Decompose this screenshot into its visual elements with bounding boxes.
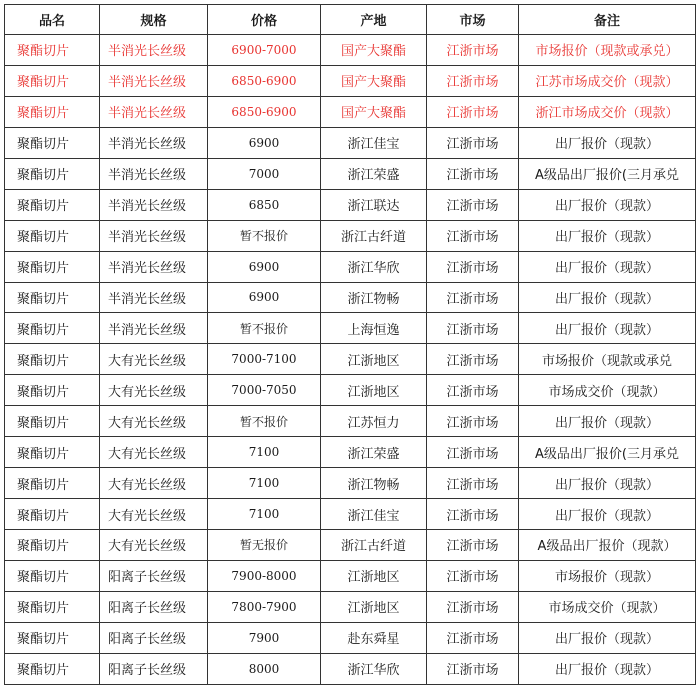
header-origin: 产地 bbox=[321, 5, 427, 35]
cell-price: 7100 bbox=[208, 437, 321, 468]
cell-note: 出厂报价（现款） bbox=[519, 313, 696, 344]
cell-price: 7100 bbox=[208, 468, 321, 499]
cell-name: 聚酯切片 bbox=[5, 282, 100, 313]
cell-spec: 大有光长丝级 bbox=[100, 468, 208, 499]
table-row bbox=[5, 158, 696, 189]
table-row bbox=[5, 65, 696, 96]
cell-origin: 浙江古纤道 bbox=[321, 530, 427, 561]
cell-note: 出厂报价（现款） bbox=[519, 127, 696, 158]
cell-note: 市场成交价（现款） bbox=[519, 375, 696, 406]
cell-name: 聚酯切片 bbox=[5, 127, 100, 158]
cell-origin: 浙江物畅 bbox=[321, 282, 427, 313]
cell-note: A级品出厂报价（现款） bbox=[519, 530, 696, 561]
cell-note: 出厂报价（现款） bbox=[519, 189, 696, 220]
header-spec: 规格 bbox=[100, 5, 208, 35]
cell-origin: 浙江物畅 bbox=[321, 468, 427, 499]
header-name: 品名 bbox=[5, 5, 100, 35]
cell-price: 6850-6900 bbox=[208, 65, 321, 96]
header-note: 备注 bbox=[519, 5, 696, 35]
cell-market: 江浙市场 bbox=[427, 313, 519, 344]
cell-origin: 上海恒逸 bbox=[321, 313, 427, 344]
table-row bbox=[5, 375, 696, 406]
cell-origin: 浙江荣盛 bbox=[321, 158, 427, 189]
table-row bbox=[5, 282, 696, 313]
cell-note: 市场成交价（现款） bbox=[519, 591, 696, 622]
cell-origin: 浙江古纤道 bbox=[321, 220, 427, 251]
cell-name: 聚酯切片 bbox=[5, 653, 100, 684]
table-row bbox=[5, 220, 696, 251]
table-row bbox=[5, 313, 696, 344]
cell-note: 出厂报价（现款） bbox=[519, 220, 696, 251]
cell-origin: 浙江联达 bbox=[321, 189, 427, 220]
cell-note: A级品出厂报价(三月承兑 bbox=[519, 158, 696, 189]
cell-spec: 半消光长丝级 bbox=[100, 251, 208, 282]
cell-price: 6900 bbox=[208, 282, 321, 313]
cell-market: 江浙市场 bbox=[427, 158, 519, 189]
cell-spec: 半消光长丝级 bbox=[100, 313, 208, 344]
cell-market: 江浙市场 bbox=[427, 282, 519, 313]
cell-price: 暂不报价 bbox=[208, 220, 321, 251]
table-row bbox=[5, 406, 696, 437]
cell-name: 聚酯切片 bbox=[5, 35, 100, 66]
cell-market: 江浙市场 bbox=[427, 35, 519, 66]
cell-origin: 浙江华欣 bbox=[321, 653, 427, 684]
cell-spec: 阳离子长丝级 bbox=[100, 591, 208, 622]
cell-name: 聚酯切片 bbox=[5, 622, 100, 653]
cell-price: 6900 bbox=[208, 251, 321, 282]
table-row bbox=[5, 560, 696, 591]
cell-price: 7100 bbox=[208, 499, 321, 530]
cell-spec: 阳离子长丝级 bbox=[100, 622, 208, 653]
cell-origin: 江浙地区 bbox=[321, 560, 427, 591]
cell-origin: 江浙地区 bbox=[321, 344, 427, 375]
table-row bbox=[5, 344, 696, 375]
table-row bbox=[5, 96, 696, 127]
cell-spec: 半消光长丝级 bbox=[100, 127, 208, 158]
cell-price: 7000 bbox=[208, 158, 321, 189]
price-table bbox=[4, 4, 696, 685]
cell-origin: 国产大聚酯 bbox=[321, 96, 427, 127]
cell-spec: 半消光长丝级 bbox=[100, 158, 208, 189]
cell-name: 聚酯切片 bbox=[5, 591, 100, 622]
cell-note: 出厂报价（现款） bbox=[519, 251, 696, 282]
cell-spec: 大有光长丝级 bbox=[100, 406, 208, 437]
cell-note: 出厂报价（现款） bbox=[519, 499, 696, 530]
cell-origin: 江浙地区 bbox=[321, 591, 427, 622]
cell-market: 江浙市场 bbox=[427, 560, 519, 591]
cell-price: 6900 bbox=[208, 127, 321, 158]
cell-spec: 半消光长丝级 bbox=[100, 220, 208, 251]
table-row bbox=[5, 468, 696, 499]
cell-price: 7900 bbox=[208, 622, 321, 653]
table-body bbox=[5, 35, 696, 685]
cell-note: 市场报价（现款或承兑） bbox=[519, 35, 696, 66]
cell-spec: 阳离子长丝级 bbox=[100, 560, 208, 591]
table-header bbox=[5, 5, 696, 35]
cell-spec: 半消光长丝级 bbox=[100, 65, 208, 96]
table-row bbox=[5, 499, 696, 530]
cell-name: 聚酯切片 bbox=[5, 189, 100, 220]
table-row bbox=[5, 591, 696, 622]
cell-origin: 浙江佳宝 bbox=[321, 127, 427, 158]
cell-name: 聚酯切片 bbox=[5, 406, 100, 437]
cell-spec: 大有光长丝级 bbox=[100, 530, 208, 561]
cell-price: 7900-8000 bbox=[208, 560, 321, 591]
cell-spec: 半消光长丝级 bbox=[100, 35, 208, 66]
cell-spec: 半消光长丝级 bbox=[100, 282, 208, 313]
cell-note: 市场报价（现款或承兑 bbox=[519, 344, 696, 375]
cell-price: 7000-7100 bbox=[208, 344, 321, 375]
cell-name: 聚酯切片 bbox=[5, 158, 100, 189]
cell-price: 暂不报价 bbox=[208, 313, 321, 344]
cell-name: 聚酯切片 bbox=[5, 560, 100, 591]
cell-name: 聚酯切片 bbox=[5, 220, 100, 251]
cell-market: 江浙市场 bbox=[427, 437, 519, 468]
cell-spec: 阳离子长丝级 bbox=[100, 653, 208, 684]
table-row bbox=[5, 530, 696, 561]
cell-note: 浙江市场成交价（现款） bbox=[519, 96, 696, 127]
cell-price: 6850-6900 bbox=[208, 96, 321, 127]
cell-market: 江浙市场 bbox=[427, 591, 519, 622]
cell-origin: 浙江华欣 bbox=[321, 251, 427, 282]
cell-note: A级品出厂报价(三月承兑 bbox=[519, 437, 696, 468]
cell-name: 聚酯切片 bbox=[5, 530, 100, 561]
cell-market: 江浙市场 bbox=[427, 375, 519, 406]
header-row bbox=[5, 5, 696, 35]
cell-origin: 浙江荣盛 bbox=[321, 437, 427, 468]
cell-market: 江浙市场 bbox=[427, 406, 519, 437]
cell-market: 江浙市场 bbox=[427, 653, 519, 684]
cell-price: 8000 bbox=[208, 653, 321, 684]
cell-spec: 大有光长丝级 bbox=[100, 375, 208, 406]
cell-note: 出厂报价（现款） bbox=[519, 622, 696, 653]
cell-price: 6850 bbox=[208, 189, 321, 220]
cell-price: 7000-7050 bbox=[208, 375, 321, 406]
cell-spec: 半消光长丝级 bbox=[100, 96, 208, 127]
cell-market: 江浙市场 bbox=[427, 127, 519, 158]
cell-origin: 江浙地区 bbox=[321, 375, 427, 406]
cell-origin: 国产大聚酯 bbox=[321, 35, 427, 66]
cell-market: 江浙市场 bbox=[427, 468, 519, 499]
cell-market: 江浙市场 bbox=[427, 220, 519, 251]
cell-origin: 赴东舜星 bbox=[321, 622, 427, 653]
cell-name: 聚酯切片 bbox=[5, 375, 100, 406]
cell-price: 暂无报价 bbox=[208, 530, 321, 561]
cell-note: 出厂报价（现款） bbox=[519, 406, 696, 437]
cell-market: 江浙市场 bbox=[427, 189, 519, 220]
cell-price: 6900-7000 bbox=[208, 35, 321, 66]
cell-name: 聚酯切片 bbox=[5, 437, 100, 468]
cell-price: 7800-7900 bbox=[208, 591, 321, 622]
cell-origin: 国产大聚酯 bbox=[321, 65, 427, 96]
table-row bbox=[5, 189, 696, 220]
header-price: 价格 bbox=[208, 5, 321, 35]
cell-market: 江浙市场 bbox=[427, 622, 519, 653]
cell-spec: 大有光长丝级 bbox=[100, 344, 208, 375]
cell-note: 出厂报价（现款） bbox=[519, 653, 696, 684]
cell-origin: 江苏恒力 bbox=[321, 406, 427, 437]
cell-market: 江浙市场 bbox=[427, 65, 519, 96]
cell-note: 出厂报价（现款） bbox=[519, 468, 696, 499]
cell-name: 聚酯切片 bbox=[5, 344, 100, 375]
cell-market: 江浙市场 bbox=[427, 96, 519, 127]
cell-origin: 浙江佳宝 bbox=[321, 499, 427, 530]
cell-name: 聚酯切片 bbox=[5, 313, 100, 344]
cell-name: 聚酯切片 bbox=[5, 499, 100, 530]
cell-note: 出厂报价（现款） bbox=[519, 282, 696, 313]
table-row bbox=[5, 127, 696, 158]
cell-price: 暂不报价 bbox=[208, 406, 321, 437]
cell-name: 聚酯切片 bbox=[5, 96, 100, 127]
cell-spec: 大有光长丝级 bbox=[100, 437, 208, 468]
cell-market: 江浙市场 bbox=[427, 344, 519, 375]
cell-name: 聚酯切片 bbox=[5, 468, 100, 499]
cell-market: 江浙市场 bbox=[427, 530, 519, 561]
table-row bbox=[5, 437, 696, 468]
cell-name: 聚酯切片 bbox=[5, 251, 100, 282]
cell-spec: 大有光长丝级 bbox=[100, 499, 208, 530]
cell-name: 聚酯切片 bbox=[5, 65, 100, 96]
table-row bbox=[5, 251, 696, 282]
cell-note: 市场报价（现款） bbox=[519, 560, 696, 591]
table-row bbox=[5, 622, 696, 653]
cell-market: 江浙市场 bbox=[427, 499, 519, 530]
table-row bbox=[5, 35, 696, 66]
cell-market: 江浙市场 bbox=[427, 251, 519, 282]
cell-spec: 半消光长丝级 bbox=[100, 189, 208, 220]
cell-note: 江苏市场成交价（现款） bbox=[519, 65, 696, 96]
table-row bbox=[5, 653, 696, 684]
header-market: 市场 bbox=[427, 5, 519, 35]
